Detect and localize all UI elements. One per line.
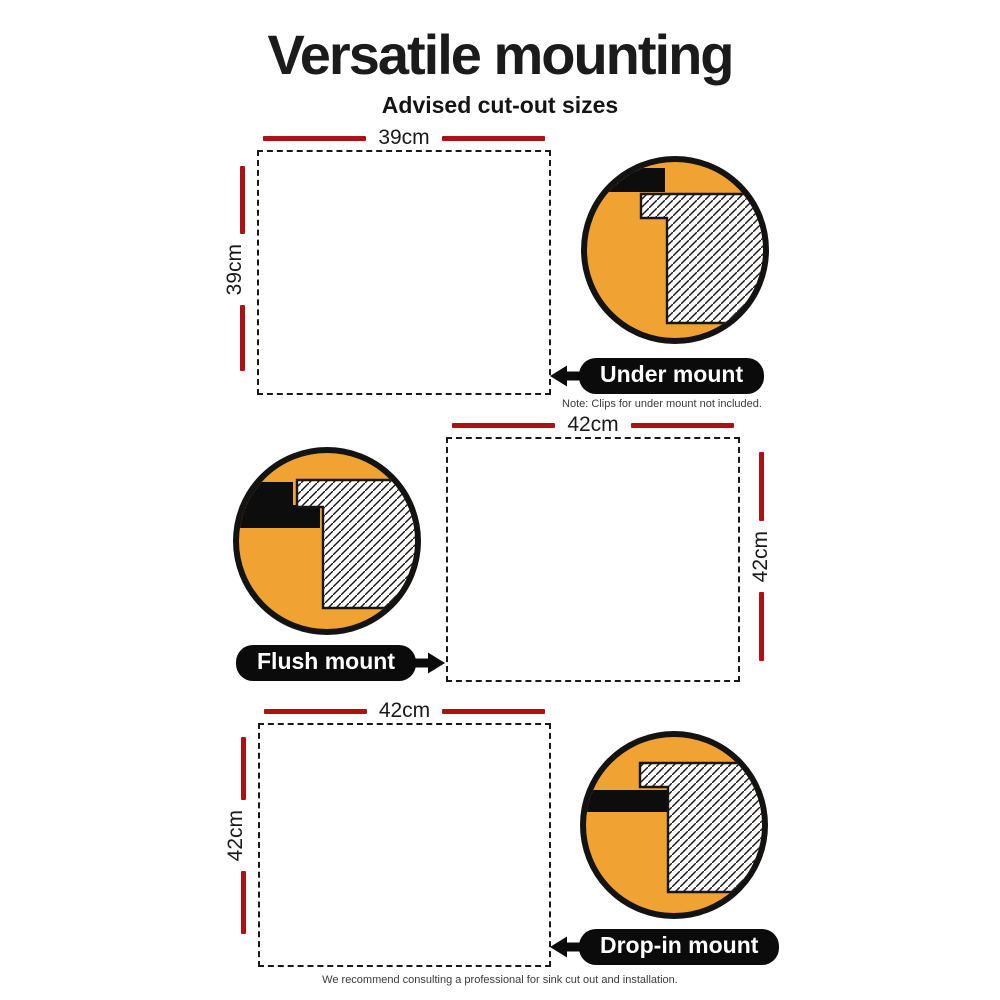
drop-in-mount-callout [549,929,779,965]
page-subtitle: Advised cut-out sizes [381,92,619,118]
measure-line [240,305,245,371]
width-measure-label: 42cm [567,413,619,436]
height-measure-label: 42cm [224,810,247,862]
flush-mount-label-pill: Flush mount [236,645,416,681]
width-measure-label: 42cm [378,699,431,722]
width-measure-flush [446,411,740,439]
drop-in-mount-label-pill: Drop-in mount [579,929,779,965]
flush-mount-diagram-icon [229,443,425,639]
measure-line [759,452,764,521]
measure-line [759,592,764,661]
under-mount-callout [549,358,764,394]
under-mount-note: Note: Clips for under mount not included. [562,398,762,410]
cutout-square-flush [446,437,740,682]
height-measure-label: 39cm [223,244,246,296]
height-measure-dropin [224,737,262,954]
measure-line [241,737,246,800]
cutout-square-dropin [258,723,551,967]
page-title: Versatile mounting [267,23,733,86]
under-mount-diagram-icon [577,152,773,348]
measure-line [442,136,545,141]
height-measure-under [223,166,261,384]
measure-line [452,423,555,428]
measure-line [241,871,246,934]
measure-line [240,166,245,234]
drop-in-mount-diagram-icon [576,727,772,923]
footer-note: We recommend consulting a professional for sink cut out and installation. [322,974,678,986]
arrow-right-icon [414,650,446,676]
measure-line [263,136,366,141]
width-measure-label: 39cm [378,126,430,149]
measure-line [442,709,545,714]
width-measure-dropin [258,697,551,725]
arrow-left-icon [549,363,581,389]
arrow-left-icon [549,934,581,960]
height-measure-flush [742,452,780,672]
measure-line [631,423,734,428]
cutout-square-under [257,150,551,395]
width-measure-under [257,124,551,152]
flush-mount-callout [236,645,446,681]
height-measure-label: 42cm [749,531,772,583]
measure-line [264,709,367,714]
under-mount-label-pill: Under mount [579,358,764,394]
